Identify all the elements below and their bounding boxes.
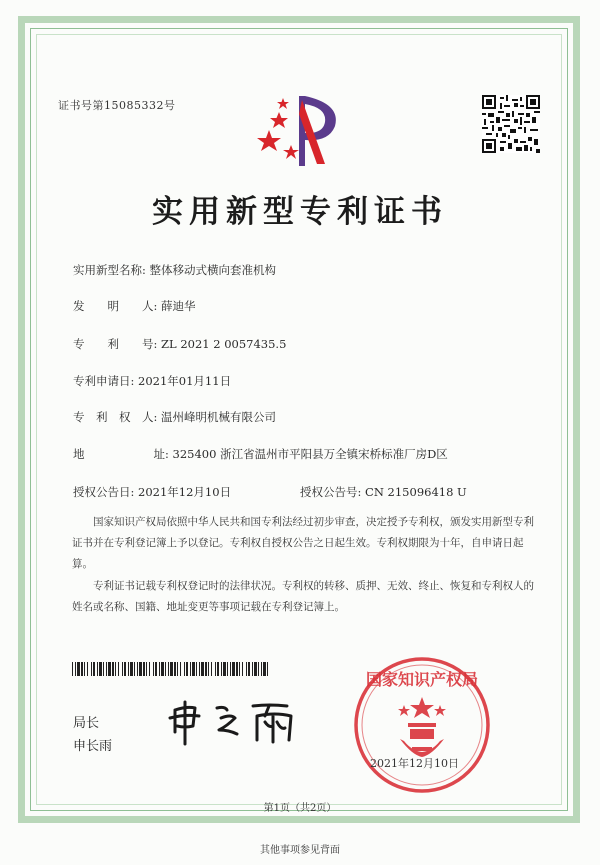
field-label: 实用新型名称: bbox=[73, 263, 146, 277]
body-paragraph: 专利证书记载专利权登记时的法律状况。专利权的转移、质押、无效、终止、恢复和专利权人的姓名或名称、国籍、地址变更等事项记载在专利登记簿上。 bbox=[72, 580, 534, 613]
field-row-filing-date bbox=[73, 373, 231, 389]
page-number: 第1页（共2页） bbox=[263, 803, 337, 814]
qr-code-icon bbox=[482, 95, 540, 153]
footer-note: 其他事项参见背面 bbox=[260, 845, 340, 856]
body-paragraph: 国家知识产权局依照中华人民共和国专利法经过初步审查，决定授予专利权，颁发实用新型专利证书并在专利登记簿上予以登记。专利权自授权公告之日起生效。专利权期限为十年，自申请日起算。 bbox=[72, 516, 534, 570]
field-row-name bbox=[73, 262, 276, 278]
field-row-patentee bbox=[73, 409, 276, 425]
field-value: 325400 浙江省温州市平阳县万全镇宋桥标准厂房D区 bbox=[172, 447, 448, 461]
grant-number-value: CN 215096418 U bbox=[365, 485, 467, 499]
field-row-grant-number bbox=[300, 484, 467, 500]
grant-number-label: 授权公告号: bbox=[300, 485, 362, 499]
field-value: 2021年01月11日 bbox=[138, 374, 232, 388]
field-row-patent-number bbox=[73, 336, 286, 352]
director-signature bbox=[165, 696, 305, 748]
field-value: ZL 2021 2 0057435.5 bbox=[161, 337, 287, 351]
official-seal-icon bbox=[352, 655, 492, 795]
certificate-serial: 证书号第15085332号 bbox=[58, 99, 176, 112]
seal-date: 2021年12月10日 bbox=[370, 757, 459, 770]
cnipa-logo-icon bbox=[255, 90, 345, 168]
field-row-address bbox=[73, 446, 448, 462]
field-row-grant-date bbox=[73, 484, 231, 500]
field-label: 发 明 人: bbox=[73, 299, 158, 313]
seal-text: 国家知识产权局 bbox=[365, 670, 479, 689]
grant-date-label: 授权公告日: bbox=[73, 485, 135, 499]
barcode-icon bbox=[72, 662, 268, 676]
field-label: 专利申请日: bbox=[73, 374, 135, 388]
field-label: 地 址: bbox=[73, 447, 169, 461]
field-label: 专 利 权 人: bbox=[73, 410, 158, 424]
field-label: 专 利 号: bbox=[73, 337, 158, 351]
field-row-inventor bbox=[73, 298, 196, 314]
certificate-title: 实用新型专利证书 bbox=[152, 194, 448, 230]
field-value: 温州峰明机械有限公司 bbox=[161, 410, 277, 424]
field-value: 薛迪华 bbox=[161, 299, 196, 313]
director-name: 申长雨 bbox=[73, 739, 113, 754]
director-title: 局长 bbox=[73, 716, 100, 731]
grant-date-value: 2021年12月10日 bbox=[138, 485, 232, 499]
field-value: 整体移动式横向套准机构 bbox=[149, 263, 277, 277]
